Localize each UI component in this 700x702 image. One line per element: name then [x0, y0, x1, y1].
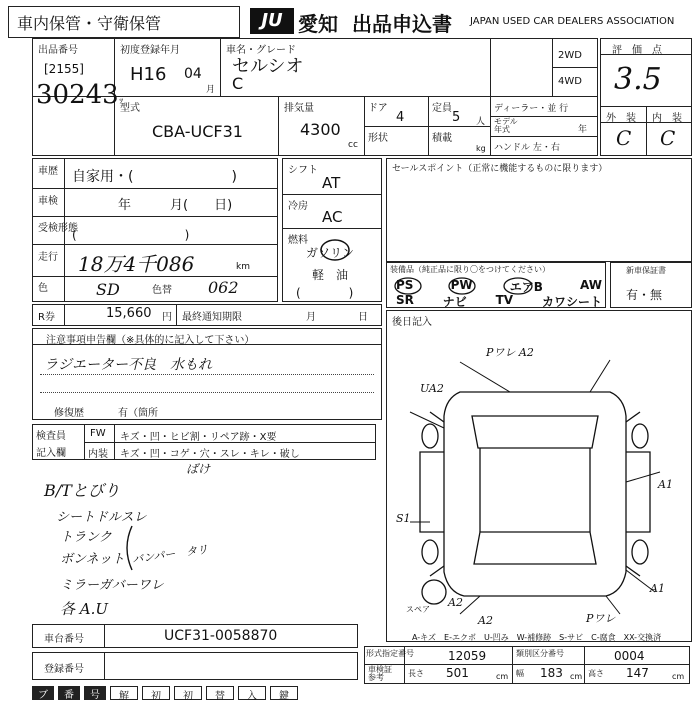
registration-year: H16 — [130, 64, 167, 85]
handle-label: ハンドル 左・右 — [494, 143, 560, 153]
damage-legend: A-キズ E-エクボ U-凹み W-補修跡 S-サビ C-腐食 XX-交換済 — [412, 633, 662, 642]
strip-item: 初 — [174, 686, 202, 700]
equip-sr: SR — [396, 293, 414, 307]
drive-4wd: 4WD — [558, 76, 582, 87]
mark-right-mid: A1 — [658, 478, 673, 491]
exterior-grade: C — [616, 126, 632, 150]
warranty-value: 有・無 — [626, 288, 663, 302]
chassis-value: UCF31-0058870 — [164, 628, 278, 644]
notes-label: 注意事項申告欄（※具体的に記入して下さい） — [46, 335, 255, 346]
recycle-month: 月 — [306, 312, 316, 323]
displacement-label: 排気量 — [284, 103, 314, 114]
equip-tv: TV — [495, 293, 514, 307]
mark-bottom-far: Pワレ — [586, 612, 616, 625]
color-change-label: 色替 — [152, 285, 172, 296]
width-label: 幅 — [516, 669, 524, 678]
mark-bottom-left: A2 — [448, 596, 463, 609]
interior-check-items: キズ・凹・コゲ・穴・スレ・キレ・破し — [120, 449, 300, 460]
equip-pw: PW — [450, 278, 473, 292]
type-label: 型式 — [120, 103, 140, 114]
recycle-yen: 円 — [162, 312, 172, 323]
fuel-gas: ガソリン — [306, 246, 355, 260]
doors-value: 4 — [396, 110, 405, 125]
shift-label: シフト — [288, 165, 318, 176]
shape-label: 形状 — [368, 133, 388, 144]
registration-month: 04 — [184, 66, 202, 82]
equip-airbag: エアB — [509, 280, 543, 294]
lot-number: 30243ｯ — [36, 80, 124, 110]
mileage-unit: km — [236, 262, 250, 272]
length-value: 501 — [446, 666, 469, 680]
ac-label: 冷房 — [288, 201, 308, 212]
color-value: SD — [96, 280, 120, 299]
recycle-day: 日 — [358, 312, 368, 323]
fuel-circle-mark — [318, 238, 352, 262]
equipment-label: 装備品（純正品に限り〇をつけてください） — [390, 265, 550, 274]
evaluation-score: 3.5 — [614, 62, 662, 97]
fw-label: FW — [90, 428, 106, 439]
recycle-notice-label: 最終通知期限 — [182, 312, 242, 323]
cert-value: 12059 — [448, 649, 487, 663]
bottom-strip — [32, 686, 358, 700]
strip-item: ブ — [32, 686, 54, 700]
inspector-label1: 検査員 — [36, 431, 66, 442]
strip-item: 鍵 — [270, 686, 298, 700]
class-value: 0004 — [614, 649, 645, 663]
lot-sub: [2155] — [44, 62, 84, 76]
sales-point-label: セールスポイント（正常に機能するものに限ります） — [392, 164, 608, 174]
strip-item: 初 — [142, 686, 170, 700]
model-name: セルシオ — [232, 56, 304, 77]
doors-label: ドア — [368, 103, 388, 114]
mark-bottom-right: A1 — [650, 582, 665, 595]
displacement-cc: cc — [348, 140, 358, 150]
handwritten-stamp: ばけ — [186, 462, 211, 476]
capacity-value: 5 — [452, 110, 461, 125]
handwritten-line5: ミラーガバーワレ — [60, 578, 164, 593]
color-code: 062 — [208, 278, 239, 297]
color-label: 色 — [38, 283, 48, 294]
ref-label: 車検証 参考 — [368, 665, 392, 682]
type-value: CBA-UCF31 — [152, 122, 243, 141]
notes-line1: ラジエーター不良 水もれ — [44, 357, 212, 373]
equip-navi: ナビ — [442, 295, 467, 309]
interior-label: 内 装 — [652, 113, 682, 124]
shift-value: AT — [322, 174, 341, 192]
model-year-label: モデル 年式 — [494, 117, 518, 134]
recycle-label: R券 — [38, 312, 55, 323]
inspection-value: 年 月( 日) — [118, 198, 233, 213]
capacity-unit: 人 — [476, 117, 486, 127]
height-value: 147 — [626, 666, 649, 680]
logo-mark: JU — [250, 8, 294, 34]
strip-item: 替 — [206, 686, 234, 700]
logo-region: 愛知 — [298, 12, 338, 36]
warranty-label: 新車保証書 — [626, 266, 666, 275]
accept-label: 受検形態 — [38, 223, 78, 234]
mark-top: Pワレ A2 — [486, 346, 534, 359]
storage-box — [8, 6, 240, 38]
strip-item: 号 — [84, 686, 106, 700]
mark-bottom-mid: A2 — [478, 614, 493, 627]
width-value: 183 — [540, 666, 563, 680]
handwritten-line3: トランク — [60, 530, 112, 545]
displacement-value: 4300 — [300, 120, 341, 139]
width-unit: cm — [570, 672, 583, 681]
equipment-circles — [392, 276, 542, 300]
later-input-label: 後日記入 — [392, 317, 432, 328]
load-kg: kg — [476, 144, 486, 153]
handwritten-line4: ボンネット — [60, 552, 125, 567]
interior-grade: C — [660, 126, 676, 150]
fuel-label: 燃料 — [288, 235, 308, 246]
recycle-amount: 15,660 — [106, 306, 152, 321]
cert-label: 形式指定番号 — [366, 649, 414, 658]
repair-label: 修復歴 — [54, 408, 84, 419]
equip-leather: カワシート — [541, 295, 602, 309]
mark-left-top: UA2 — [420, 382, 444, 395]
drive-2wd: 2WD — [558, 50, 582, 61]
usage-value: 自家用・( ) — [72, 169, 237, 185]
load-label: 積載 — [432, 133, 452, 144]
lot-label: 出品番号 — [38, 45, 78, 56]
fuel-diesel: 軽 油 — [312, 268, 349, 282]
dealer-label: ディーラー・並 行 — [494, 104, 569, 114]
model-grade: C — [232, 74, 244, 93]
height-unit: cm — [672, 672, 685, 681]
spare-label: スペア — [406, 605, 430, 614]
model-label: 車名・グレード — [226, 45, 296, 56]
mark-left-mid: S1 — [396, 512, 411, 525]
form-title: 出品申込書 — [352, 12, 452, 36]
association-name: JAPAN USED CAR DEALERS ASSOCIATION — [470, 16, 675, 27]
height-label: 高さ — [588, 669, 604, 678]
exterior-label: 外 装 — [606, 113, 636, 124]
capacity-label: 定員 — [432, 103, 452, 114]
mileage-value: 18万4千086 — [78, 252, 195, 276]
length-label: 長さ — [408, 669, 424, 678]
chassis-label: 車台番号 — [44, 634, 84, 645]
evaluation-label: 評 価 点 — [612, 45, 662, 56]
fuel-other: ( ) — [296, 286, 354, 300]
handwritten-line6: 各 A.U — [60, 600, 109, 618]
length-unit: cm — [496, 672, 509, 681]
equip-ps: PS — [396, 278, 414, 292]
ac-value: AC — [322, 208, 343, 226]
strip-item: 入 — [238, 686, 266, 700]
usage-label: 車歴 — [38, 166, 58, 177]
fw-items: キズ・凹・ヒビ割・リペア跡・X要 — [120, 432, 277, 443]
storage-text: 車内保管・守衛保管 — [17, 14, 162, 33]
handwritten-bumper: バンパー タリ — [131, 542, 209, 567]
repair-value: 有（箇所 — [118, 408, 158, 419]
handwritten-bracket — [118, 524, 138, 574]
inspection-label: 車検 — [38, 196, 58, 207]
inspector-label2: 記入欄 — [36, 448, 66, 459]
strip-item: 解 — [110, 686, 138, 700]
model-year-unit: 年 — [578, 125, 588, 135]
accept-value: ( ) — [72, 228, 190, 242]
equip-aw: AW — [580, 278, 602, 292]
registration-month-unit: 月 — [206, 85, 216, 95]
registration-label: 初度登録年月 — [120, 45, 180, 56]
reg-no-label: 登録番号 — [44, 664, 84, 675]
class-label: 類別区分番号 — [516, 649, 564, 658]
handwritten-line1: B/Tとびり — [44, 481, 120, 500]
mileage-label: 走行 — [38, 252, 58, 263]
handwritten-line2: シートドルスレ — [56, 510, 147, 525]
strip-item: 番 — [58, 686, 80, 700]
interior-check-label: 内装 — [88, 449, 108, 460]
